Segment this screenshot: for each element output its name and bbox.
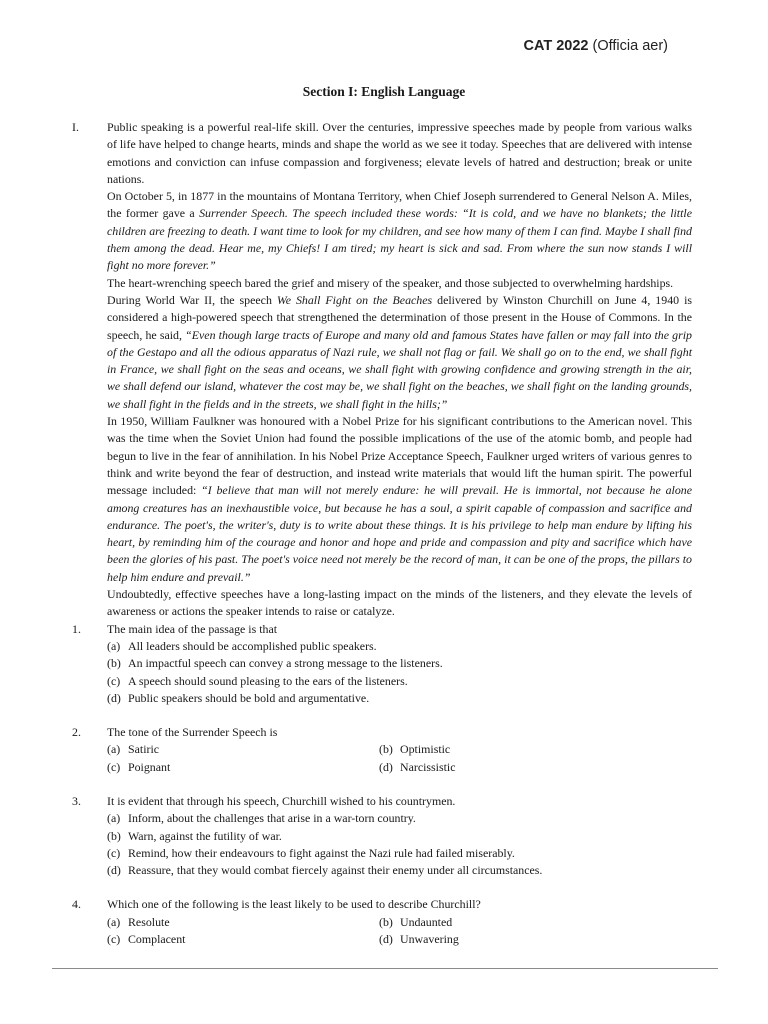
option-d[interactable] [379,759,692,776]
option-text: Poignant [128,759,171,774]
option-d[interactable] [107,862,692,879]
question-text: It is evident that through his speech, Churchill wished to his countrymen. [107,793,456,808]
option-a[interactable] [107,638,692,655]
option-list [107,810,692,879]
option-text: Undaunted [400,914,453,929]
question-3 [68,793,692,879]
option-text: A speech should sound pleasing to the ears of the listeners. [128,673,408,688]
question-2 [68,724,692,776]
option-a[interactable] [107,914,379,931]
passage-paragraph-4: During World War II, the speech We Shall Fight on the Beaches delivered by Winston Churchill on June 4, 1940 is considered a high-powered speech that strengthened the determination of those present in the House of Commons. In the speech, he said, “Even though large tracts of Europe and many old and famous States have fallen or may fall into the grip of the Gestapo and all the odious apparatus of Nazi rule, we shall not flag or fail. We shall go on to the end, we shall fight in France, we shall fight on the seas and oceans, we shall fight with growing confidence and growing strength in the air, we shall defend our island, whatever the cost may be, we shall fight on the beaches, we shall fight on the landing grounds, we shall fight in the fields and in the streets, we shall fight in the hills;” [107,292,692,411]
option-text: Resolute [128,914,170,929]
option-label: (c) [107,932,121,947]
option-label: (a) [107,914,121,929]
question-text: Which one of the following is the least likely to be used to describe Churchill? [107,897,481,912]
passage-number: I. [72,120,79,134]
passage [68,119,692,621]
option-b[interactable] [379,914,692,931]
option-c[interactable] [107,759,379,776]
question-text: The main idea of the passage is that [107,621,278,636]
option-label: (d) [379,932,393,947]
option-label: (b) [107,828,121,843]
option-d[interactable] [107,690,692,707]
exam-subtitle: (Officia aer) [588,38,668,54]
exam-title: CAT 2022 [523,38,589,54]
passage-paragraph-6: Undoubtedly, effective speeches have a long-lasting impact on the minds of the listeners, and they elevate the levels of awareness or actions the speaker intends to raise or catalyze. [107,587,692,619]
option-a[interactable] [107,810,692,827]
question-text: The tone of the Surrender Speech is [107,725,278,740]
footer-divider [52,968,718,969]
option-text: Warn, against the futility of war. [128,828,282,843]
option-a[interactable] [107,741,379,758]
option-label: (d) [107,863,121,878]
option-text: Optimistic [400,742,451,757]
option-label: (b) [107,656,121,671]
option-c[interactable] [107,673,692,690]
passage-paragraph-3: The heart-wrenching speech bared the grief and misery of the speaker, and those subjected to overwhelming hardships. [107,275,674,290]
page-header [523,38,668,54]
option-c[interactable] [107,845,692,862]
option-text: Narcissistic [400,759,456,774]
spacer [68,776,692,793]
option-label: (b) [379,742,393,757]
section-title: Section I: English Language [302,84,466,99]
option-b[interactable] [379,741,692,758]
spacer [68,879,692,896]
option-label: (a) [107,811,121,826]
question-number: 4. [72,897,81,912]
passage-paragraph-2: On October 5, in 1877 in the mountains of Montana Territory, when Chief Joseph surrendered to General Nelson A. Miles, the former gave a Surrender Speech. The speech included these words: “It is cold, and we have no blankets; the little children are freezing to death. I want time to look for my children, and see how many of them I can find. Maybe I shall find them among the dead. Hear me, my Chiefs! I am tired; my heart is sick and sad. From where the sun now stands I will fight no more forever.” [107,189,692,273]
option-label: (a) [107,742,121,757]
option-text: Public speakers should be bold and argumentative. [128,690,370,705]
question-number: 3. [72,793,81,808]
option-b[interactable] [107,655,692,672]
option-list [107,638,692,707]
option-list [107,914,692,949]
document-body [68,119,692,948]
option-d[interactable] [379,931,692,948]
option-b[interactable] [107,828,692,845]
option-label: (d) [379,759,393,774]
option-text: Unwavering [400,932,459,947]
option-label: (b) [379,914,393,929]
question-4 [68,896,692,948]
passage-paragraph-5: In 1950, William Faulkner was honoured with a Nobel Prize for his significant contributions to the American novel. This was the time when the Soviet Union had found the possible implications of the use of the atomic bomb, and people had begun to live in the fear of annihilation. In his Nobel Prize Acceptance Speech, Faulkner urged writers of various genres to think and write beyond the fear of destruction, and instead write materials that would lift the human spirit. The powerful message included: “I believe that man will not merely endure: he will prevail. He is immortal, not because he alone among creatures has an inexhaustible voice, but because he has a soul, a spirit capable of compassion and sacrifice and endurance. The poet's, the writer's, duty is to write about these things. It is his privilege to help man endure by lifting his heart, by reminding him of the courage and honor and hope and pride and compassion and pity and sacrifice which have been the glories of his past. The poet's voice need not merely be the record of man, it can be one of the props, the pillars to help him endure and prevail.” [107,414,692,584]
option-label: (c) [107,845,121,860]
option-text: All leaders should be accomplished public speakers. [128,638,377,653]
option-label: (c) [107,759,121,774]
question-number: 2. [72,725,81,740]
option-text: Complacent [128,932,186,947]
passage-paragraph-1: Public speaking is a powerful real-life skill. Over the centuries, impressive speeches made by people from various walks of life have helped to change hearts, minds and shape the world as we see it today. Speeches that are delivered with intense emotions and conviction can infuse compassion and forgiveness; elevate levels of hatred and destruction; break or unite nations. [107,120,692,186]
question-1 [68,621,692,707]
question-number: 1. [72,621,81,636]
option-list [107,741,692,776]
spacer [68,707,692,724]
option-text: An impactful speech can convey a strong message to the listeners. [128,656,443,671]
option-label: (c) [107,673,121,688]
option-label: (d) [107,690,121,705]
option-c[interactable] [107,931,379,948]
option-text: Satiric [128,742,160,757]
option-text: Inform, about the challenges that arise in a war-torn country. [128,811,416,826]
option-label: (a) [107,638,121,653]
option-text: Remind, how their endeavours to fight against the Nazi rule had failed miserably. [128,845,515,860]
option-text: Reassure, that they would combat fiercely against their enemy under all circumstances. [128,863,543,878]
